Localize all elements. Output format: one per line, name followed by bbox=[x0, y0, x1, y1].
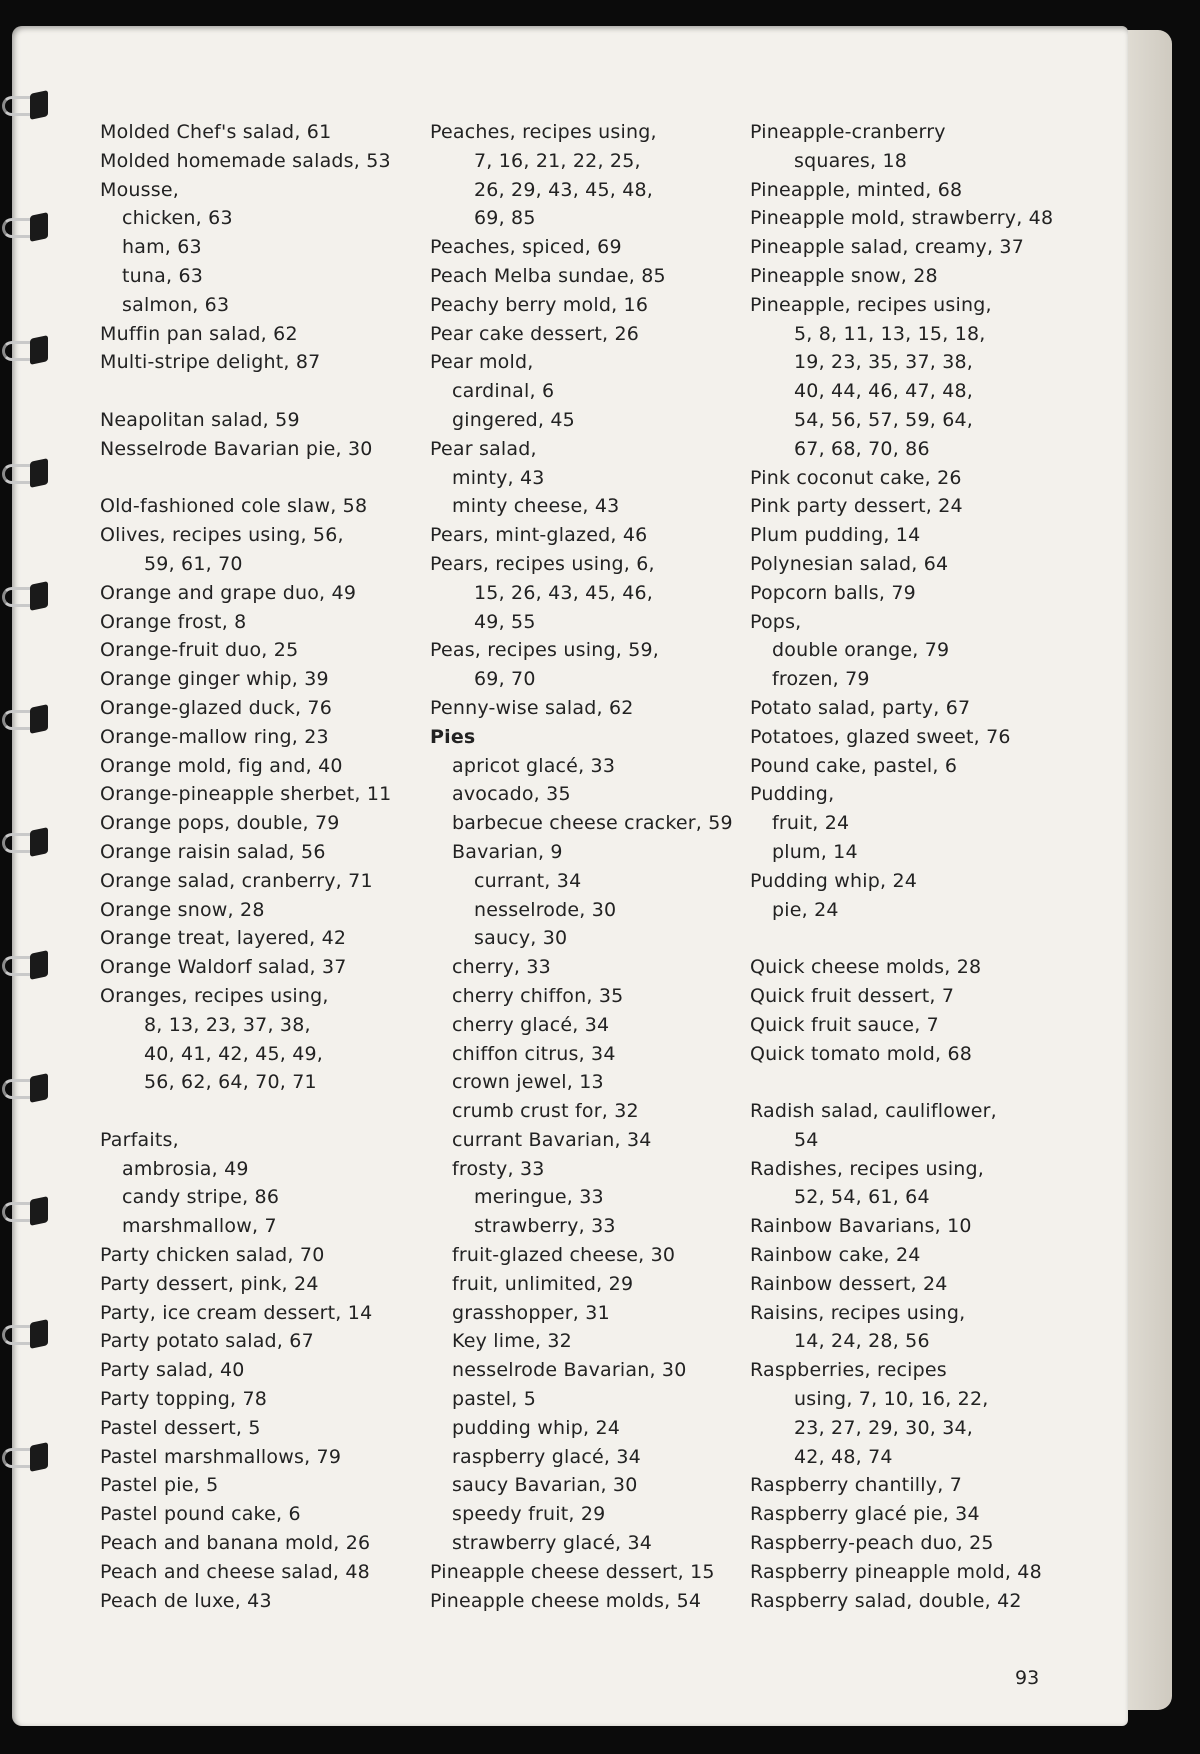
index-entry: Peach and banana mold, 26 bbox=[100, 1532, 371, 1555]
index-entry: frozen, 79 bbox=[772, 668, 870, 691]
index-entry: Orange treat, layered, 42 bbox=[100, 927, 347, 950]
index-entry: grasshopper, 31 bbox=[452, 1301, 610, 1324]
index-spacer bbox=[100, 377, 391, 406]
index-entry: squares, 18 bbox=[794, 149, 908, 172]
index-entry: Peaches, spiced, 69 bbox=[430, 236, 622, 259]
index-entry: barbecue cheese cracker, 59 bbox=[452, 812, 733, 835]
index-entry: Orange Waldorf salad, 37 bbox=[100, 956, 347, 979]
index-entry: Orange snow, 28 bbox=[100, 898, 265, 921]
index-entry: cherry, 33 bbox=[452, 956, 551, 979]
index-entry: Orange frost, 8 bbox=[100, 610, 247, 633]
index-entry: Orange ginger whip, 39 bbox=[100, 668, 329, 691]
index-entry: 40, 44, 46, 47, 48, bbox=[794, 380, 974, 403]
index-entry: Pineapple cheese molds, 54 bbox=[430, 1589, 702, 1612]
spiral-coil bbox=[2, 1317, 50, 1353]
index-entry: frosty, 33 bbox=[452, 1157, 545, 1180]
index-entry: Quick cheese molds, 28 bbox=[750, 956, 982, 979]
index-entry: cherry glacé, 34 bbox=[452, 1013, 610, 1036]
index-entry: Key lime, 32 bbox=[452, 1330, 572, 1353]
index-entry: Pear salad, bbox=[430, 437, 537, 460]
index-entry: Peachy berry mold, 16 bbox=[430, 293, 649, 316]
index-entry: currant, 34 bbox=[474, 869, 582, 892]
index-entry: Muffin pan salad, 62 bbox=[100, 322, 298, 345]
index-entry: Peach Melba sundae, 85 bbox=[430, 264, 666, 287]
index-entry: 42, 48, 74 bbox=[794, 1445, 893, 1468]
index-entry: crumb crust for, 32 bbox=[452, 1100, 639, 1123]
index-entry: Pineapple mold, strawberry, 48 bbox=[750, 207, 1054, 230]
index-entry: Party dessert, pink, 24 bbox=[100, 1272, 319, 1295]
index-entry: speedy fruit, 29 bbox=[452, 1503, 606, 1526]
index-entry: 59, 61, 70 bbox=[144, 552, 243, 575]
index-entry: 15, 26, 43, 45, 46, bbox=[474, 581, 654, 604]
index-column-2 bbox=[430, 118, 733, 1615]
index-entry: marshmallow, 7 bbox=[122, 1215, 277, 1238]
index-entry: Parfaits, bbox=[100, 1128, 179, 1151]
index-entry: pudding whip, 24 bbox=[452, 1416, 621, 1439]
index-entry: fruit, 24 bbox=[772, 812, 850, 835]
index-entry: meringue, 33 bbox=[474, 1186, 604, 1209]
index-entry: Orange mold, fig and, 40 bbox=[100, 754, 343, 777]
index-entry: Orange-glazed duck, 76 bbox=[100, 696, 333, 719]
spiral-coil bbox=[2, 210, 50, 246]
spiral-coil bbox=[2, 456, 50, 492]
page-number: 93 bbox=[1015, 1667, 1040, 1689]
index-entry: 69, 85 bbox=[474, 207, 536, 230]
index-entry: Party potato salad, 67 bbox=[100, 1330, 314, 1353]
index-entry: Raisins, recipes using, bbox=[750, 1301, 966, 1324]
index-entry: Pear mold, bbox=[430, 351, 534, 374]
index-entry: 54, 56, 57, 59, 64, bbox=[794, 408, 974, 431]
index-entry: 5, 8, 11, 13, 15, 18, bbox=[794, 322, 986, 345]
index-entry: currant Bavarian, 34 bbox=[452, 1128, 652, 1151]
index-entry: cardinal, 6 bbox=[452, 380, 555, 403]
index-entry: Peach de luxe, 43 bbox=[100, 1589, 272, 1612]
index-entry: Orange-pineapple sherbet, 11 bbox=[100, 783, 392, 806]
index-entry: Penny-wise salad, 62 bbox=[430, 696, 634, 719]
index-entry: Raspberry-peach duo, 25 bbox=[750, 1532, 994, 1555]
index-entry: Old-fashioned cole slaw, 58 bbox=[100, 495, 368, 518]
index-entry: Orange-fruit duo, 25 bbox=[100, 639, 299, 662]
index-entry: strawberry, 33 bbox=[474, 1215, 616, 1238]
index-entry: double orange, 79 bbox=[772, 639, 950, 662]
index-entry: raspberry glacé, 34 bbox=[452, 1445, 641, 1468]
index-entry: pie, 24 bbox=[772, 898, 839, 921]
index-entry: Molded homemade salads, 53 bbox=[100, 149, 391, 172]
index-entry: nesselrode Bavarian, 30 bbox=[452, 1359, 687, 1382]
index-entry: plum, 14 bbox=[772, 840, 858, 863]
index-entry: Pears, recipes using, 6, bbox=[430, 552, 655, 575]
index-entry: 8, 13, 23, 37, 38, bbox=[144, 1013, 311, 1036]
index-entry: Quick tomato mold, 68 bbox=[750, 1042, 973, 1065]
index-entry: fruit, unlimited, 29 bbox=[452, 1272, 634, 1295]
index-entry: Orange pops, double, 79 bbox=[100, 812, 340, 835]
index-entry: Mousse, bbox=[100, 178, 179, 201]
index-spacer bbox=[100, 1097, 391, 1126]
index-entry: ham, 63 bbox=[122, 236, 202, 259]
index-entry: Party, ice cream dessert, 14 bbox=[100, 1301, 373, 1324]
spiral-coil bbox=[2, 579, 50, 615]
index-entry: 67, 68, 70, 86 bbox=[794, 437, 930, 460]
index-entry: Pudding, bbox=[750, 783, 835, 806]
index-column-3 bbox=[750, 118, 1053, 1615]
index-entry: Olives, recipes using, 56, bbox=[100, 524, 344, 547]
index-entry: Neapolitan salad, 59 bbox=[100, 408, 300, 431]
index-entry: Party chicken salad, 70 bbox=[100, 1244, 325, 1267]
index-entry: Oranges, recipes using, bbox=[100, 984, 329, 1007]
index-entry: Orange salad, cranberry, 71 bbox=[100, 869, 373, 892]
spiral-coil bbox=[2, 702, 50, 738]
index-entry: 40, 41, 42, 45, 49, bbox=[144, 1042, 324, 1065]
index-entry: gingered, 45 bbox=[452, 408, 575, 431]
index-entry: Pastel marshmallows, 79 bbox=[100, 1445, 342, 1468]
index-entry: Multi-stripe delight, 87 bbox=[100, 351, 321, 374]
index-column-1 bbox=[100, 118, 391, 1615]
index-entry: cherry chiffon, 35 bbox=[452, 984, 624, 1007]
index-entry: ambrosia, 49 bbox=[122, 1157, 249, 1180]
index-entry: 23, 27, 29, 30, 34, bbox=[794, 1416, 974, 1439]
index-entry: Plum pudding, 14 bbox=[750, 524, 921, 547]
index-entry: Pineapple-cranberry bbox=[750, 121, 946, 143]
index-entry: 19, 23, 35, 37, 38, bbox=[794, 351, 974, 374]
index-entry: pastel, 5 bbox=[452, 1388, 536, 1411]
index-entry: Orange and grape duo, 49 bbox=[100, 581, 357, 604]
index-entry: Quick fruit sauce, 7 bbox=[750, 1013, 939, 1036]
index-entry: 69, 70 bbox=[474, 668, 536, 691]
index-entry: fruit-glazed cheese, 30 bbox=[452, 1244, 676, 1267]
index-entry: Rainbow dessert, 24 bbox=[750, 1272, 948, 1295]
index-entry: Pink coconut cake, 26 bbox=[750, 466, 962, 489]
index-entry: Pear cake dessert, 26 bbox=[430, 322, 640, 345]
index-entry: chiffon citrus, 34 bbox=[452, 1042, 616, 1065]
spiral-coil bbox=[2, 1071, 50, 1107]
index-entry: avocado, 35 bbox=[452, 783, 571, 806]
index-entry: Rainbow cake, 24 bbox=[750, 1244, 921, 1267]
index-entry: Pastel pound cake, 6 bbox=[100, 1503, 301, 1526]
index-entry: Raspberry chantilly, 7 bbox=[750, 1474, 962, 1497]
index-entry: chicken, 63 bbox=[122, 207, 233, 230]
index-entry: Popcorn balls, 79 bbox=[750, 581, 916, 604]
index-entry: Peaches, recipes using, bbox=[430, 121, 657, 143]
index-entry: 26, 29, 43, 45, 48, bbox=[474, 178, 654, 201]
index-entry: minty cheese, 43 bbox=[452, 495, 620, 518]
index-entry: Pops, bbox=[750, 610, 802, 633]
index-spacer bbox=[750, 1068, 1053, 1097]
index-entry: Party salad, 40 bbox=[100, 1359, 245, 1382]
index-entry: Pineapple cheese dessert, 15 bbox=[430, 1560, 715, 1583]
index-entry: candy stripe, 86 bbox=[122, 1186, 280, 1209]
index-entry: 52, 54, 61, 64 bbox=[794, 1186, 930, 1209]
index-entry: Pineapple, minted, 68 bbox=[750, 178, 963, 201]
spiral-coil bbox=[2, 1194, 50, 1230]
index-entry: Pastel pie, 5 bbox=[100, 1474, 219, 1497]
index-entry: apricot glacé, 33 bbox=[452, 754, 616, 777]
spiral-coil bbox=[2, 88, 50, 124]
spiral-coil bbox=[2, 948, 50, 984]
index-spacer bbox=[100, 464, 391, 493]
index-entry: Peach and cheese salad, 48 bbox=[100, 1560, 370, 1583]
index-entry: crown jewel, 13 bbox=[452, 1071, 604, 1094]
spiral-coil bbox=[2, 825, 50, 861]
index-entry: Pineapple salad, creamy, 37 bbox=[750, 236, 1025, 259]
index-entry: Potatoes, glazed sweet, 76 bbox=[750, 725, 1011, 748]
index-entry: Party topping, 78 bbox=[100, 1388, 268, 1411]
index-entry: using, 7, 10, 16, 22, bbox=[794, 1388, 989, 1411]
index-entry: Raspberry pineapple mold, 48 bbox=[750, 1560, 1042, 1583]
index-entry: Peas, recipes using, 59, bbox=[430, 639, 660, 662]
index-entry: Pears, mint-glazed, 46 bbox=[430, 524, 648, 547]
index-entry: tuna, 63 bbox=[122, 264, 204, 287]
index-entry: 7, 16, 21, 22, 25, bbox=[474, 149, 641, 172]
index-entry: strawberry glacé, 34 bbox=[452, 1532, 653, 1555]
index-entry: saucy, 30 bbox=[474, 927, 568, 950]
index-entry: Rainbow Bavarians, 10 bbox=[750, 1215, 972, 1238]
spiral-binding bbox=[0, 0, 60, 1754]
index-entry: Raspberry glacé pie, 34 bbox=[750, 1503, 980, 1526]
index-entry: salmon, 63 bbox=[122, 293, 230, 316]
index-entry: minty, 43 bbox=[452, 466, 545, 489]
index-spacer bbox=[750, 924, 1053, 953]
index-entry: Orange-mallow ring, 23 bbox=[100, 725, 329, 748]
index-entry: Pastel dessert, 5 bbox=[100, 1416, 261, 1439]
index-entry: Raspberry salad, double, 42 bbox=[750, 1589, 1022, 1612]
index-entry: Pound cake, pastel, 6 bbox=[750, 754, 958, 777]
index-entry: 56, 62, 64, 70, 71 bbox=[144, 1071, 317, 1094]
index-entry: 49, 55 bbox=[474, 610, 536, 633]
index-entry: 54 bbox=[794, 1128, 819, 1151]
spiral-coil bbox=[2, 333, 50, 369]
index-entry: Pink party dessert, 24 bbox=[750, 495, 963, 518]
index-entry: Quick fruit dessert, 7 bbox=[750, 984, 955, 1007]
index-entry: Orange raisin salad, 56 bbox=[100, 840, 326, 863]
index-entry: 14, 24, 28, 56 bbox=[794, 1330, 930, 1353]
index-entry: nesselrode, 30 bbox=[474, 898, 617, 921]
index-entry: Radishes, recipes using, bbox=[750, 1157, 985, 1180]
index-entry: Pineapple snow, 28 bbox=[750, 264, 938, 287]
index-entry: Raspberries, recipes bbox=[750, 1359, 947, 1382]
index-entry: saucy Bavarian, 30 bbox=[452, 1474, 638, 1497]
index-entry: Molded Chef's salad, 61 bbox=[100, 121, 332, 143]
index-entry: Radish salad, cauliflower, bbox=[750, 1100, 997, 1123]
index-entry: Nesselrode Bavarian pie, 30 bbox=[100, 437, 373, 460]
spiral-coil bbox=[2, 1440, 50, 1476]
index-entry: Bavarian, 9 bbox=[452, 840, 563, 863]
index-entry: Polynesian salad, 64 bbox=[750, 552, 949, 575]
index-entry: Pineapple, recipes using, bbox=[750, 293, 992, 316]
index-entry: Pies bbox=[430, 725, 476, 748]
index-entry: Pudding whip, 24 bbox=[750, 869, 918, 892]
index-entry: Potato salad, party, 67 bbox=[750, 696, 971, 719]
